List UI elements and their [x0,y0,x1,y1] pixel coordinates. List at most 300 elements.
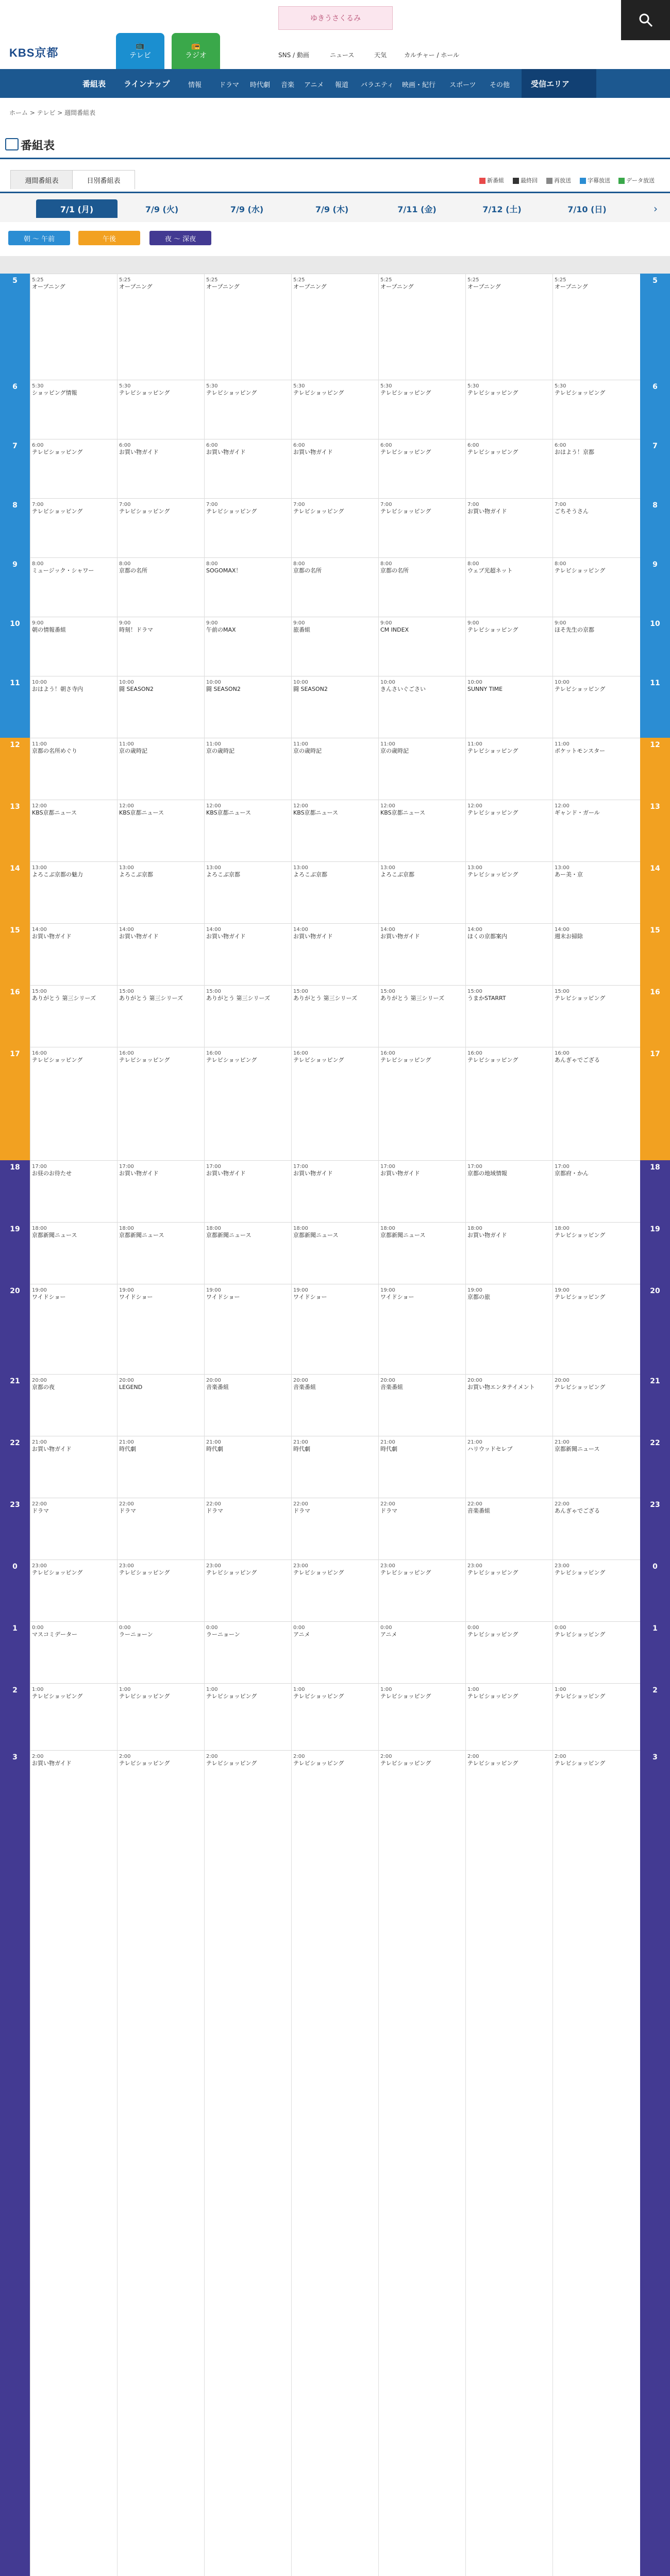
program-cell[interactable] [552,987,639,1046]
program-title: ドラマ [206,1507,223,1514]
program-cell[interactable] [204,1049,290,1159]
date-tab-4[interactable]: 7/11 (金) [397,204,437,214]
program-cell[interactable] [378,863,464,922]
program-title: 京の歳時記 [380,748,409,754]
program-title: お買い物ガイド [32,1446,72,1452]
day-column-divider [291,274,292,2576]
hour-block-left [0,1498,30,1560]
program-time: 2:00 [555,1754,566,1759]
nav-item-area[interactable]: 受信エリア [531,79,570,89]
program-cell[interactable] [291,500,377,556]
program-cell[interactable] [30,863,116,922]
program-cell[interactable] [378,1685,464,1749]
program-cell[interactable] [291,1562,377,1620]
program-cell[interactable] [204,678,290,737]
program-cell[interactable] [552,560,639,616]
program-title: テレビショッピング [467,449,518,455]
program-cell[interactable] [378,1438,464,1497]
program-title: テレビショッピング [293,1569,344,1576]
program-cell[interactable] [117,1685,203,1749]
program-cell[interactable] [204,382,290,438]
search-button[interactable] [621,0,670,40]
program-cell[interactable] [552,1752,639,2576]
program-cell[interactable] [465,276,551,379]
program-cell[interactable] [552,1500,639,1558]
program-title: ドラマ [293,1507,310,1514]
program-time: 12:00 [467,803,482,809]
hour-label: 6 [652,383,658,391]
program-cell[interactable] [291,863,377,922]
program-cell[interactable] [465,619,551,675]
filter-afternoon[interactable]: 午後 [78,231,140,245]
legend-final-swatch [513,178,519,184]
program-cell[interactable] [30,678,116,737]
program-title: よろこぶ京都 [293,871,327,878]
program-time: 20:00 [467,1378,482,1383]
program-time: 12:00 [206,803,221,809]
hour-divider [30,1683,640,1684]
program-cell[interactable] [117,1376,203,1435]
nav-item-music[interactable]: 音楽 [281,81,295,89]
program-title: ありがとう 第三シリーズ [119,995,183,1002]
program-time: 8:00 [32,561,44,567]
program-cell[interactable] [30,1049,116,1159]
hour-block-right [640,1374,670,1436]
program-cell[interactable] [552,382,639,438]
program-cell[interactable] [30,1562,116,1620]
program-cell[interactable] [378,1286,464,1373]
program-time: 11:00 [555,741,569,747]
hour-block-left [0,380,30,439]
program-cell[interactable] [552,1286,639,1373]
program-time: 15:00 [32,989,47,994]
tab-weekly-guide[interactable]: 週間番組表 [10,170,73,189]
program-title: ポケットモンスター [555,748,606,754]
program-cell[interactable] [465,441,551,497]
program-cell[interactable] [552,1049,639,1159]
program-cell[interactable] [30,619,116,675]
program-cell[interactable] [465,678,551,737]
day-column-divider [204,274,205,2576]
program-cell[interactable] [465,1562,551,1620]
program-cell[interactable] [117,560,203,616]
program-cell[interactable] [552,441,639,497]
header-link-sns[interactable]: SNS / 動画 [278,52,309,59]
program-cell[interactable] [291,276,377,379]
program-cell[interactable] [291,1286,377,1373]
program-cell[interactable] [291,1049,377,1159]
program-cell[interactable] [291,1224,377,1283]
program-cell[interactable] [204,500,290,556]
hour-label: 9 [652,561,658,569]
program-cell[interactable] [30,802,116,860]
program-title: テレビショッピング [467,1569,518,1576]
program-title: アニメ [293,1631,310,1638]
program-cell[interactable] [204,863,290,922]
program-title: テレビショッピング [467,748,518,754]
program-time: 17:00 [293,1164,308,1170]
chevron-right-icon[interactable]: › [654,202,658,215]
tv-guide-icon [5,138,19,150]
nav-item-jidaigeki[interactable]: 時代劇 [250,81,271,89]
program-cell[interactable] [378,1376,464,1435]
program-time: 20:00 [555,1378,569,1383]
program-title: テレビショッピング [32,1693,83,1700]
program-title: 京都新聞ニュース [293,1232,339,1239]
date-tab-0[interactable]: 7/1 (月) [36,199,118,218]
program-cell[interactable] [291,1438,377,1497]
nav-item-news[interactable]: 報道 [335,81,349,89]
program-cell[interactable] [378,1752,464,2576]
program-time: 8:00 [293,561,305,567]
program-time: 0:00 [32,1625,44,1631]
program-cell[interactable] [465,1286,551,1373]
program-cell[interactable] [291,802,377,860]
program-cell[interactable] [117,987,203,1046]
tab-radio[interactable] [172,33,220,69]
program-cell[interactable] [117,925,203,984]
program-cell[interactable] [552,740,639,799]
program-title: お買い物ガイド [206,1170,246,1177]
program-cell[interactable] [552,500,639,556]
program-time: 13:00 [380,865,395,871]
program-cell[interactable] [465,1685,551,1749]
program-cell[interactable] [552,1224,639,1283]
program-title: ほそ先生の京都 [555,626,594,633]
hour-block-left [0,1047,30,1160]
program-cell[interactable] [117,1286,203,1373]
program-cell[interactable] [291,1376,377,1435]
program-cell[interactable] [378,987,464,1046]
date-tab-1[interactable]: 7/9 (火) [145,204,179,214]
tab-daily-guide[interactable]: 日別番組表 [72,170,135,189]
hour-label: 16 [650,988,660,996]
program-cell[interactable] [204,1224,290,1283]
program-cell[interactable] [552,802,639,860]
program-cell[interactable] [117,619,203,675]
hour-block-left [0,1621,30,1683]
program-time: 1:00 [380,1687,392,1692]
hour-label: 14 [10,865,20,873]
program-cell[interactable] [378,382,464,438]
program-cell[interactable] [552,1623,639,1682]
program-cell[interactable] [204,1500,290,1558]
program-title: テレビショッピング [555,1760,606,1767]
nav-item-drama[interactable]: ドラマ [219,81,240,89]
program-cell[interactable] [378,1049,464,1159]
program-title: KBS京都ニュース [380,809,425,816]
program-cell[interactable] [117,678,203,737]
program-time: 12:00 [380,803,395,809]
hour-label: 12 [650,741,660,749]
program-cell[interactable] [291,441,377,497]
program-cell[interactable] [204,1286,290,1373]
program-cell[interactable] [291,560,377,616]
program-title: 時代劇 [206,1446,223,1452]
program-cell[interactable] [465,1752,551,2576]
nav-item-variety[interactable]: バラエティ [361,81,394,89]
program-title: ワイドショー [32,1294,66,1300]
program-cell[interactable] [30,441,116,497]
program-title: ワイドショー [119,1294,153,1300]
program-title: テレビショッピング [119,1760,170,1767]
program-cell[interactable] [378,1623,464,1682]
program-cell[interactable] [552,863,639,922]
program-time: 12:00 [555,803,569,809]
tab-tv[interactable] [116,33,164,69]
program-cell[interactable] [117,1438,203,1497]
program-cell[interactable] [117,1623,203,1682]
program-cell[interactable] [378,925,464,984]
program-cell[interactable] [291,1685,377,1749]
tv-icon: 📺 [136,42,145,50]
program-cell[interactable] [30,925,116,984]
program-title: 週末お掃除 [555,933,583,940]
program-cell[interactable] [30,1500,116,1558]
program-cell[interactable] [30,382,116,438]
nav-item-anime[interactable]: アニメ [304,81,324,89]
program-cell[interactable] [30,1685,116,1749]
program-cell[interactable] [30,740,116,799]
program-cell[interactable] [30,560,116,616]
program-time: 22:00 [467,1501,482,1507]
program-cell[interactable] [117,1500,203,1558]
program-title: テレビショッピング [119,1057,170,1063]
program-cell[interactable] [30,1438,116,1497]
program-title: テレビショッピング [467,1631,518,1638]
nav-item-guide[interactable]: 番組表 [82,79,106,89]
program-time: 13:00 [206,865,221,871]
program-cell[interactable] [291,382,377,438]
program-time: 5:30 [555,383,566,389]
program-time: 2:00 [467,1754,479,1759]
program-cell[interactable] [378,1500,464,1558]
program-cell[interactable] [204,1162,290,1221]
program-cell[interactable] [204,1623,290,1682]
program-cell[interactable] [30,1162,116,1221]
program-time: 13:00 [119,865,134,871]
program-title: お買い物ガイド [293,449,333,455]
program-cell[interactable] [465,500,551,556]
program-cell[interactable] [117,740,203,799]
hour-block-right [640,617,670,676]
program-title: よろこぶ京都 [380,871,414,878]
program-cell[interactable] [552,925,639,984]
program-cell[interactable] [465,740,551,799]
program-cell[interactable] [465,1500,551,1558]
program-cell[interactable] [204,740,290,799]
program-title: KBS京都ニュース [293,809,338,816]
program-cell[interactable] [204,1376,290,1435]
program-cell[interactable] [378,619,464,675]
program-cell[interactable] [291,619,377,675]
page-title: 番組表 [21,140,55,152]
program-cell[interactable] [378,802,464,860]
program-title: テレビショッピング [380,1057,431,1063]
program-cell[interactable] [117,276,203,379]
program-cell[interactable] [552,1376,639,1435]
program-cell[interactable] [465,802,551,860]
program-cell[interactable] [204,560,290,616]
program-cell[interactable] [465,1049,551,1159]
program-cell[interactable] [465,1376,551,1435]
program-title: お買い物ガイド [32,933,72,940]
program-cell[interactable] [30,987,116,1046]
program-cell[interactable] [378,276,464,379]
program-cell[interactable] [291,740,377,799]
program-cell[interactable] [117,1752,203,2576]
program-title: ミュージック・シャワー [32,567,94,574]
date-tab-6[interactable]: 7/10 (日) [567,204,607,214]
nav-item-other[interactable]: その他 [490,81,510,89]
program-cell[interactable] [465,1162,551,1221]
program-cell[interactable] [552,1685,639,1749]
program-cell[interactable] [465,1224,551,1283]
program-title: KBS京都ニュース [32,809,77,816]
hour-divider [30,1222,640,1223]
filter-night[interactable]: 夜 ～ 深夜 [149,231,211,245]
program-title: テレビショッピング [293,1760,344,1767]
program-title: テレビショッピング [119,1569,170,1576]
program-time: 10:00 [555,680,569,685]
program-cell[interactable] [465,987,551,1046]
hour-label: 16 [10,988,20,996]
program-cell[interactable] [291,987,377,1046]
legend-new-swatch [479,178,485,184]
program-cell[interactable] [117,1049,203,1159]
program-time: 16:00 [119,1050,134,1056]
program-cell[interactable] [465,863,551,922]
program-cell[interactable] [465,1623,551,1682]
program-cell[interactable] [30,1286,116,1373]
program-title: ありがとう 第三シリーズ [206,995,270,1002]
program-cell[interactable] [204,276,290,379]
program-cell[interactable] [465,1438,551,1497]
program-cell[interactable] [291,925,377,984]
program-cell[interactable] [117,441,203,497]
program-title: 京都の名所めぐり [32,748,77,754]
nav-item-movie[interactable]: 映画・紀行 [402,81,436,89]
program-cell[interactable] [378,678,464,737]
hour-block-right [640,1047,670,1160]
program-title: あー美・京 [555,871,583,878]
program-cell[interactable] [204,619,290,675]
filter-morning[interactable]: 朝 ～ 午前 [8,231,70,245]
program-cell[interactable] [378,500,464,556]
program-title: ドラマ [119,1507,136,1514]
nav-item-info[interactable]: 情報 [188,81,202,89]
date-selector [0,192,670,222]
program-cell[interactable] [552,276,639,379]
program-cell[interactable] [204,441,290,497]
program-cell[interactable] [204,987,290,1046]
hour-label: 14 [650,865,660,873]
nav-item-lineup[interactable]: ラインナップ [124,79,170,89]
program-title: テレビショッピング [467,626,518,633]
header-banner[interactable]: ゆきうさくるみ [278,6,393,30]
hour-label: 15 [650,926,660,935]
program-time: 23:00 [467,1563,482,1569]
program-title: 闘 SEASON2 [119,686,154,692]
program-cell[interactable] [465,560,551,616]
hour-block-left [0,923,30,985]
program-cell[interactable] [378,1224,464,1283]
program-cell[interactable] [30,500,116,556]
program-cell[interactable] [291,1752,377,2576]
header-link-weather[interactable]: 天気 [374,52,387,59]
header-link-culture[interactable]: カルチャー / ホール [404,52,460,59]
program-cell[interactable] [378,1562,464,1620]
program-cell[interactable] [117,802,203,860]
program-cell[interactable] [465,382,551,438]
program-cell[interactable] [117,1224,203,1283]
program-cell[interactable] [552,1162,639,1221]
program-cell[interactable] [117,382,203,438]
program-cell[interactable] [552,619,639,675]
nav-item-sports[interactable]: スポーツ [449,81,476,89]
program-cell[interactable] [30,1224,116,1283]
program-time: 5:25 [380,277,392,283]
program-cell[interactable] [552,1562,639,1620]
program-time: 15:00 [293,989,308,994]
program-cell[interactable] [204,1438,290,1497]
program-cell[interactable] [552,1438,639,1497]
program-cell[interactable] [204,925,290,984]
program-cell[interactable] [552,678,639,737]
program-cell[interactable] [30,1376,116,1435]
site-logo[interactable]: KBS京都 [9,46,59,59]
program-title: 朝の情報番組 [32,626,66,633]
program-cell[interactable] [378,560,464,616]
program-title: テレビショッピング [293,508,344,515]
date-tab-5[interactable]: 7/12 (土) [482,204,522,214]
hour-block-right [640,1436,670,1498]
program-cell[interactable] [204,1685,290,1749]
program-cell[interactable] [117,500,203,556]
hour-block-right [640,738,670,800]
program-cell[interactable] [30,1623,116,1682]
header-link-news[interactable]: ニュース [330,52,355,59]
program-cell[interactable] [465,925,551,984]
program-cell[interactable] [30,1752,116,2576]
program-title: 京都の地域情報 [467,1170,507,1177]
program-cell[interactable] [117,1562,203,1620]
hour-block-right [640,861,670,923]
search-icon [638,12,654,28]
program-cell[interactable] [204,802,290,860]
program-cell[interactable] [291,1500,377,1558]
program-cell[interactable] [378,441,464,497]
date-tab-3[interactable]: 7/9 (木) [315,204,349,214]
hour-block-right [640,557,670,617]
program-cell[interactable] [30,276,116,379]
program-title: テレビショッピング [206,1569,257,1576]
program-cell[interactable] [291,1623,377,1682]
program-cell[interactable] [378,1162,464,1221]
legend-rerun-swatch [546,178,552,184]
program-time: 21:00 [380,1439,395,1445]
program-cell[interactable] [117,863,203,922]
date-tab-2[interactable]: 7/9 (水) [230,204,264,214]
program-cell[interactable] [291,1162,377,1221]
program-cell[interactable] [204,1562,290,1620]
program-cell[interactable] [204,1752,290,2576]
hour-label: 5 [652,277,658,285]
program-cell[interactable] [291,678,377,737]
program-time: 20:00 [119,1378,134,1383]
program-cell[interactable] [117,1162,203,1221]
program-cell[interactable] [378,740,464,799]
